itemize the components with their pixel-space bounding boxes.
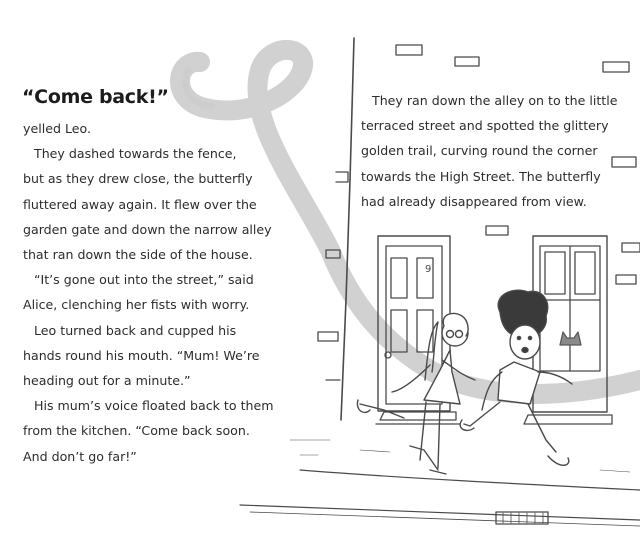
- text-line: golden trail, curving round the corner: [361, 143, 598, 159]
- text-line: heading out for a minute.”: [23, 373, 191, 389]
- door-number: 9: [425, 264, 432, 275]
- text-line: They dashed towards the fence,: [34, 146, 237, 162]
- text-line: had already disappeared from view.: [361, 193, 587, 209]
- text-line: from the kitchen. “Come back soon.: [23, 423, 250, 439]
- text-line: And don’t go far!”: [23, 448, 137, 464]
- boy-running: [460, 290, 572, 465]
- text-line: garden gate and down the narrow alley: [23, 221, 272, 237]
- chapter-heading: “Come back!”: [22, 86, 169, 108]
- building-edge: [341, 38, 354, 420]
- text-line: fluttered away again. It flew over the: [23, 196, 257, 212]
- right-text-column: [361, 88, 631, 214]
- text-line: terraced street and spotted the glittery: [361, 118, 609, 134]
- text-line: Leo turned back and cupped his: [34, 322, 237, 338]
- text-line: but as they drew close, the butterfly: [23, 171, 253, 187]
- left-text-column: [23, 116, 283, 469]
- text-line: hands round his mouth. “Mum! We’re: [23, 347, 260, 363]
- text-line: Alice, clenching her fists with worry.: [23, 297, 250, 313]
- text-line: that ran down the side of the house.: [23, 247, 253, 263]
- text-line: “It’s gone out into the street,” said: [34, 272, 254, 288]
- text-line: yelled Leo.: [23, 121, 91, 136]
- text-line: They ran down the alley on to the little: [372, 93, 618, 108]
- text-line: towards the High Street. The butterfly: [361, 168, 601, 184]
- pavement: [240, 440, 640, 526]
- text-line: His mum’s voice floated back to them: [34, 398, 274, 414]
